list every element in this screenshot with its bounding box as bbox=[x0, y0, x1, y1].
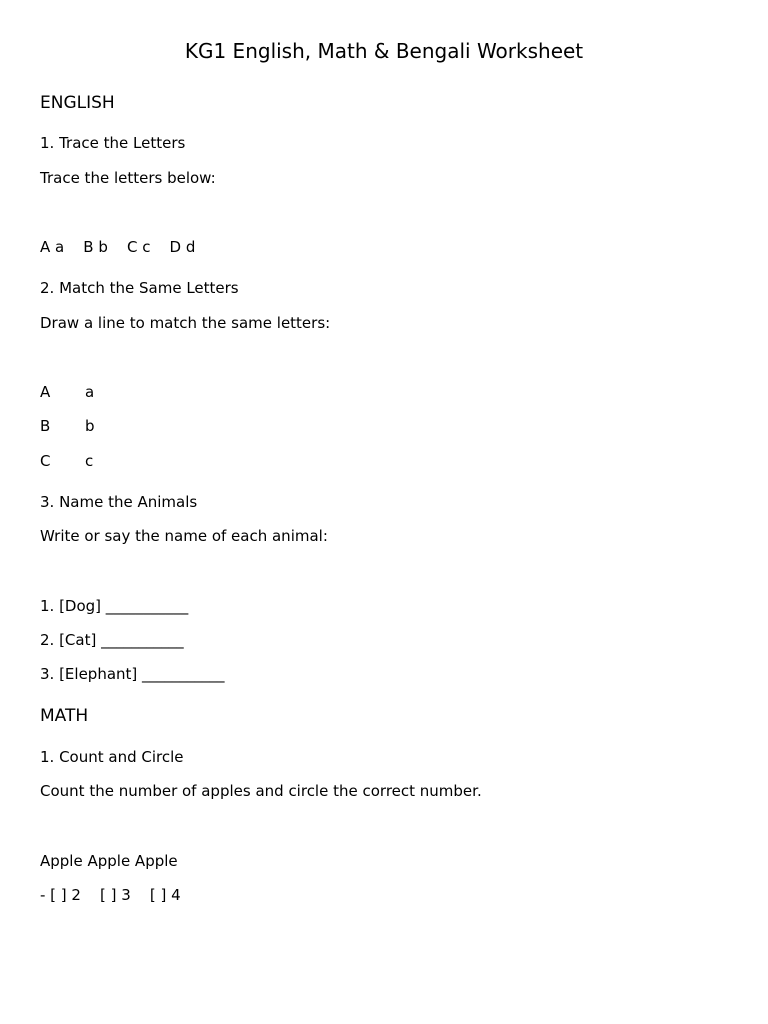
match-letters-heading: 2. Match the Same Letters bbox=[40, 279, 239, 297]
english-section-heading: ENGLISH bbox=[40, 93, 115, 113]
match-upper-letter: B bbox=[40, 417, 51, 435]
trace-letters-row: A a B b C c D d bbox=[40, 238, 196, 256]
match-pair-a bbox=[40, 383, 94, 401]
count-circle-instruction: Count the number of apples and circle the correct number. bbox=[40, 782, 482, 800]
animal-item-cat: 2. [Cat] ___________ bbox=[40, 631, 184, 649]
trace-letters-heading: 1. Trace the Letters bbox=[40, 134, 186, 152]
match-pair-b bbox=[40, 417, 95, 435]
match-pair-c bbox=[40, 452, 93, 470]
match-upper-letter: A bbox=[40, 383, 51, 401]
count-circle-heading: 1. Count and Circle bbox=[40, 748, 184, 766]
page-title: KG1 English, Math & Bengali Worksheet bbox=[184, 39, 584, 63]
match-upper-letter: C bbox=[40, 452, 51, 470]
animal-item-elephant: 3. [Elephant] ___________ bbox=[40, 665, 225, 683]
math-section-heading: MATH bbox=[40, 706, 89, 726]
match-lower-letter: c bbox=[85, 452, 94, 470]
match-letters-instruction: Draw a line to match the same letters: bbox=[40, 314, 331, 332]
trace-letters-instruction: Trace the letters below: bbox=[40, 169, 216, 187]
match-lower-letter: a bbox=[85, 383, 95, 401]
count-options-row: - [ ] 2 [ ] 3 [ ] 4 bbox=[40, 886, 181, 904]
animals-heading: 3. Name the Animals bbox=[40, 493, 198, 511]
animals-instruction: Write or say the name of each animal: bbox=[40, 527, 328, 545]
match-lower-letter: b bbox=[85, 417, 95, 435]
apples-row: Apple Apple Apple bbox=[40, 852, 178, 870]
animal-item-dog: 1. [Dog] ___________ bbox=[40, 597, 189, 615]
